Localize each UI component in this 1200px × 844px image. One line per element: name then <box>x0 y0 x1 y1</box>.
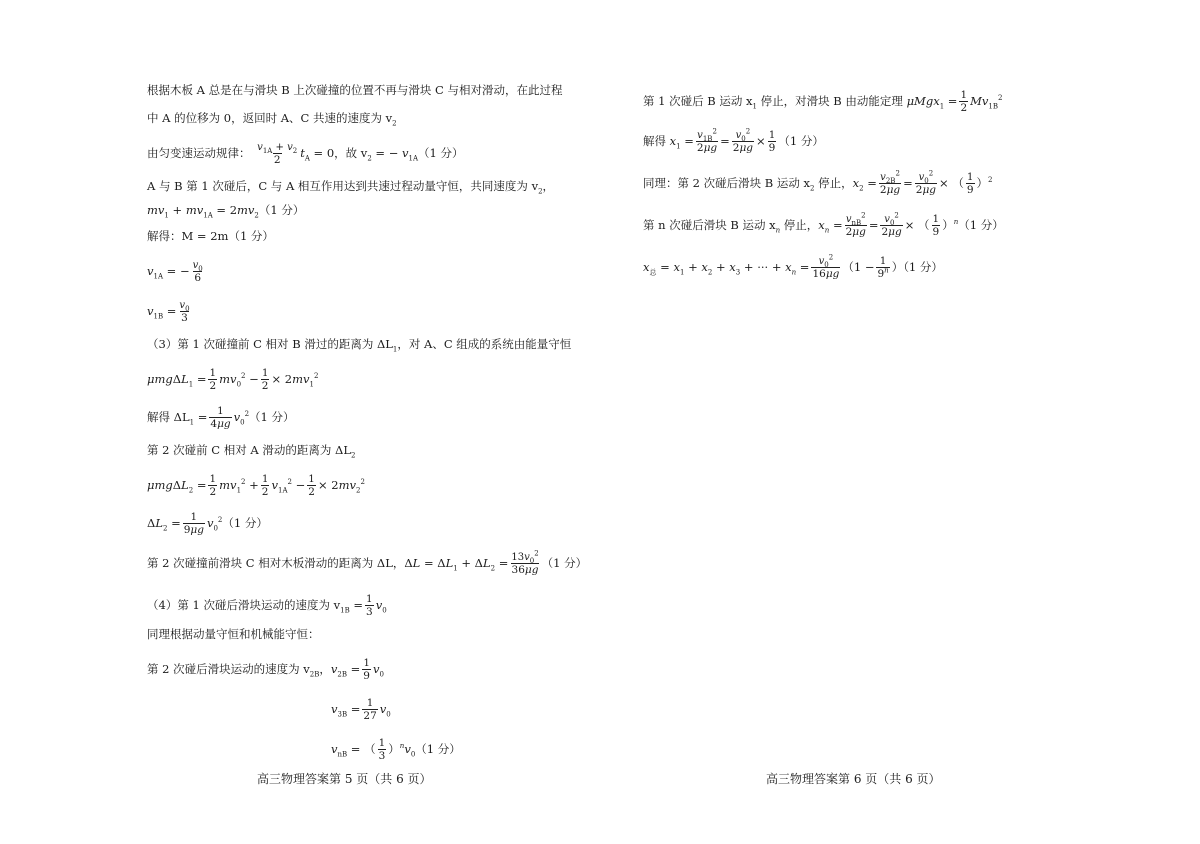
text-line <box>147 626 320 642</box>
text: （1 分） <box>258 203 305 217</box>
equation-line: μmgΔL$_2$ = $\frac{1}{2}$ $mv_1^2$ + $\frac{1}{2}$ $v_{1A}^2$ − $\frac{1}{2}$ × $2mv_2^2$ <box>147 474 365 498</box>
fraction: $\frac{1}{9\mu g}$ <box>183 512 204 536</box>
fraction: $\frac{1}{2}$ <box>261 474 269 498</box>
fraction: $\frac{v_0}{6}$ <box>192 260 203 284</box>
text-line <box>147 82 562 98</box>
text: ，故 v <box>334 146 368 160</box>
text: （1 分） <box>541 556 588 570</box>
text: 第 2 次碰前 C 相对 A 滑动的距离为 ΔL <box>147 443 351 457</box>
text: （1 分） <box>958 218 1004 232</box>
fraction: $\frac{1}{9}$ <box>363 658 370 682</box>
text: 第 2 次碰后滑块运动的速度为 v <box>147 662 310 676</box>
text-line: （3）第 1 次碰撞前 C 相对 B 滑过的距离为 $\Delta L_1$，对 A、C 组成的系统由能量守恒 <box>147 337 572 354</box>
equation-line: $v_{nB}$ = （ $\frac{1}{3}$ ）$^nv_0(1$ 分） <box>331 738 461 762</box>
text: 由匀变速运动规律： <box>147 146 251 160</box>
fraction: $\frac{v_{nB}^2}{2\mu g}$ <box>845 211 866 238</box>
text: 解得 ΔL <box>147 410 190 424</box>
fraction: $\frac{1}{3}$ <box>378 738 386 762</box>
text: 停止， <box>780 218 819 232</box>
fraction: $\frac{1}{2}$ <box>960 90 968 114</box>
text: 中 A 的位移为 0，返回时 A、C 共速的速度为 v <box>147 111 393 125</box>
text: ，对 A、C 组成的系统由能量守恒 <box>397 337 572 351</box>
text-line: A 与 B 第 1 次碰后，C 与 A 相互作用达到共速过程动量守恒，共同速度为 $v_2$， <box>147 179 555 196</box>
equation-line: $mv_1 + mv_{1A} = 2mv_2(1$ 分） <box>147 203 305 220</box>
text: （1 分） <box>778 134 824 148</box>
text: 停止，对滑块 B 由动能定理 <box>757 94 903 108</box>
text: 根据木板 A 总是在与滑块 B 上次碰撞的位置不再与滑块 C 与相对滑动，在此过程 <box>147 83 563 97</box>
page-footer-right: 高三物理答案第 6 页（共 6 页） <box>766 772 941 786</box>
fraction: $\frac{1}{9^n}$ <box>877 256 889 280</box>
text: （1 分） <box>415 742 461 756</box>
text: 第 2 次碰撞前滑块 C 相对木板滑动的距离为 ΔL， <box>147 556 405 570</box>
fraction: $\frac{v_0^2}{2\mu g}$ <box>881 211 902 238</box>
fraction: $\frac{v_0^2}{16\mu g}$ <box>812 253 840 280</box>
text: （4）第 1 次碰后滑块运动的速度为 v <box>147 598 341 612</box>
text: A 与 B 第 1 次碰后，C 与 A 相互作用达到共速过程动量守恒，共同速度为 v <box>147 179 539 193</box>
text: 第 n 次碰后滑块 B 运动 x <box>643 218 776 232</box>
equation-line: （4）第 1 次碰后滑块运动的速度为 $v_{1B}$ = $\frac{1}{3}$ $v_0$ <box>147 594 387 618</box>
equation-line: 第 1 次碰后 B 运动 $x_1$ 停止，对滑块 B 由动能定理 μMgx$_1$ = $\frac{1}{2}$ $Mv_{1B}^2$ <box>643 90 1003 114</box>
text: （1 分） <box>903 260 943 274</box>
text: （1 分） <box>249 410 295 424</box>
fraction: $\frac{v_0^2}{2\mu g}$ <box>915 169 937 196</box>
equation-line: 解得 $x_1$ = $\frac{v_{1B}^2}{2\mu g}$ = $\frac{v_0^2}{2\mu g}$ × $\frac{1}{9}$ （1 分） <box>643 127 824 154</box>
fraction: $\frac{v_0}{3}$ <box>179 300 190 324</box>
equation-line: $v_{3B}$ = $\frac{1}{27}$ $v_0$ <box>331 698 391 722</box>
equation-line: 由匀变速运动规律： $\frac{v_{1A} + v_2}{2}$ $t_A = 0$，故 $v_2$ = − $v_{1A}(1$ 分） <box>147 142 464 166</box>
text: 解得：M = 2m（1 分） <box>147 229 274 243</box>
text-line: 中 A 的位移为 0，返回时 A、C 共速的速度为 $v_2$ <box>147 111 397 128</box>
fraction: $\frac{1}{3}$ <box>366 594 373 618</box>
equation-line: $x_总 = x_1 + x_2 + x_3$ + ··· + $x_n$ = $\frac{v_0^2}{16\mu g}$ （1 − $\frac{1}{9^n}$ ）（1 分） <box>643 253 943 280</box>
text: 同理根据动量守恒和机械能守恒： <box>147 627 320 641</box>
fraction: $\frac{1}{2}$ <box>209 474 217 498</box>
fraction: $\frac{v_{1B}^2}{2\mu g}$ <box>696 127 718 154</box>
fraction: $\frac{1}{2}$ <box>209 368 217 392</box>
equation-line: 第 2 次碰撞前滑块 C 相对木板滑动的距离为 ΔL，$\Delta L = \Delta L_1 + \Delta L_2$ = $\frac{13v_0^2}{36\mu g}$ （1 分） <box>147 549 588 576</box>
equation-line: $\Delta L_2$ = $\frac{1}{9\mu g}$ $v_0^2(1$ 分） <box>147 512 268 536</box>
fraction: $\frac{v_{2B}^2}{2\mu g}$ <box>879 169 901 196</box>
fraction: $\frac{1}{2}$ <box>308 474 315 498</box>
text: （1 分） <box>418 146 464 160</box>
fraction: $\frac{1}{4\mu g}$ <box>210 406 231 430</box>
equation-line: 同理：第 2 次碰后滑块 B 运动 $x_2$ 停止，$x_2$ = $\frac{v_{2B}^2}{2\mu g}$ = $\frac{v_0^2}{2\mu g}$ × （ $\frac{1}{9}$ ）$^2$ <box>643 169 993 196</box>
fraction: $\frac{13v_0^2}{36\mu g}$ <box>511 549 539 576</box>
fraction: $\frac{1}{2}$ <box>261 368 269 392</box>
fraction: $\frac{v_0^2}{2\mu g}$ <box>732 127 754 154</box>
text-line: 第 2 次碰前 C 相对 A 滑动的距离为 $\Delta L_2$ <box>147 443 356 460</box>
text: 停止， <box>814 176 853 190</box>
text: 同理：第 2 次碰后滑块 B 运动 x <box>643 176 811 190</box>
equation-line: 解得 $\Delta L_1$ = $\frac{1}{4\mu g}$ $v_0^2(1$ 分） <box>147 406 295 430</box>
equation-line: $v_{1B}$ = $\frac{v_0}{3}$ <box>147 300 190 324</box>
fraction: $\frac{1}{27}$ <box>363 698 377 722</box>
fraction: $\frac{1}{9}$ <box>966 172 974 196</box>
page-footer-left: 高三物理答案第 5 页（共 6 页） <box>257 772 432 786</box>
equation-line: μmgΔL$_1$ = $\frac{1}{2}$ $mv_0^2$ − $\frac{1}{2}$ × $2mv_1^2$ <box>147 368 319 392</box>
equation-line: $v_{1A}$ = − $\frac{v_0}{6}$ <box>147 260 203 284</box>
equation-line: 第 n 次碰后滑块 B 运动 $x_n$ 停止，$x_n$ = $\frac{v_{nB}^2}{2\mu g}$ = $\frac{v_0^2}{2\mu g}$ × （ $\frac{1}{9}$ ）$^n$（1 分） <box>643 211 1004 238</box>
equation-line: 第 2 次碰后滑块运动的速度为 $v_{2B}$，$v_{2B}$ = $\frac{1}{9}$ $v_0$ <box>147 658 384 682</box>
fraction: $\frac{1}{9}$ <box>768 130 776 154</box>
text: （1 分） <box>222 516 268 530</box>
text: （3）第 1 次碰撞前 C 相对 B 滑过的距离为 ΔL <box>147 337 393 351</box>
text: 第 1 次碰后 B 运动 x <box>643 94 753 108</box>
text: 解得 <box>643 134 670 148</box>
fraction: $\frac{v_{1A} + v_2}{2}$ <box>257 142 298 166</box>
text-line <box>147 228 274 244</box>
fraction: $\frac{1}{9}$ <box>932 214 940 238</box>
